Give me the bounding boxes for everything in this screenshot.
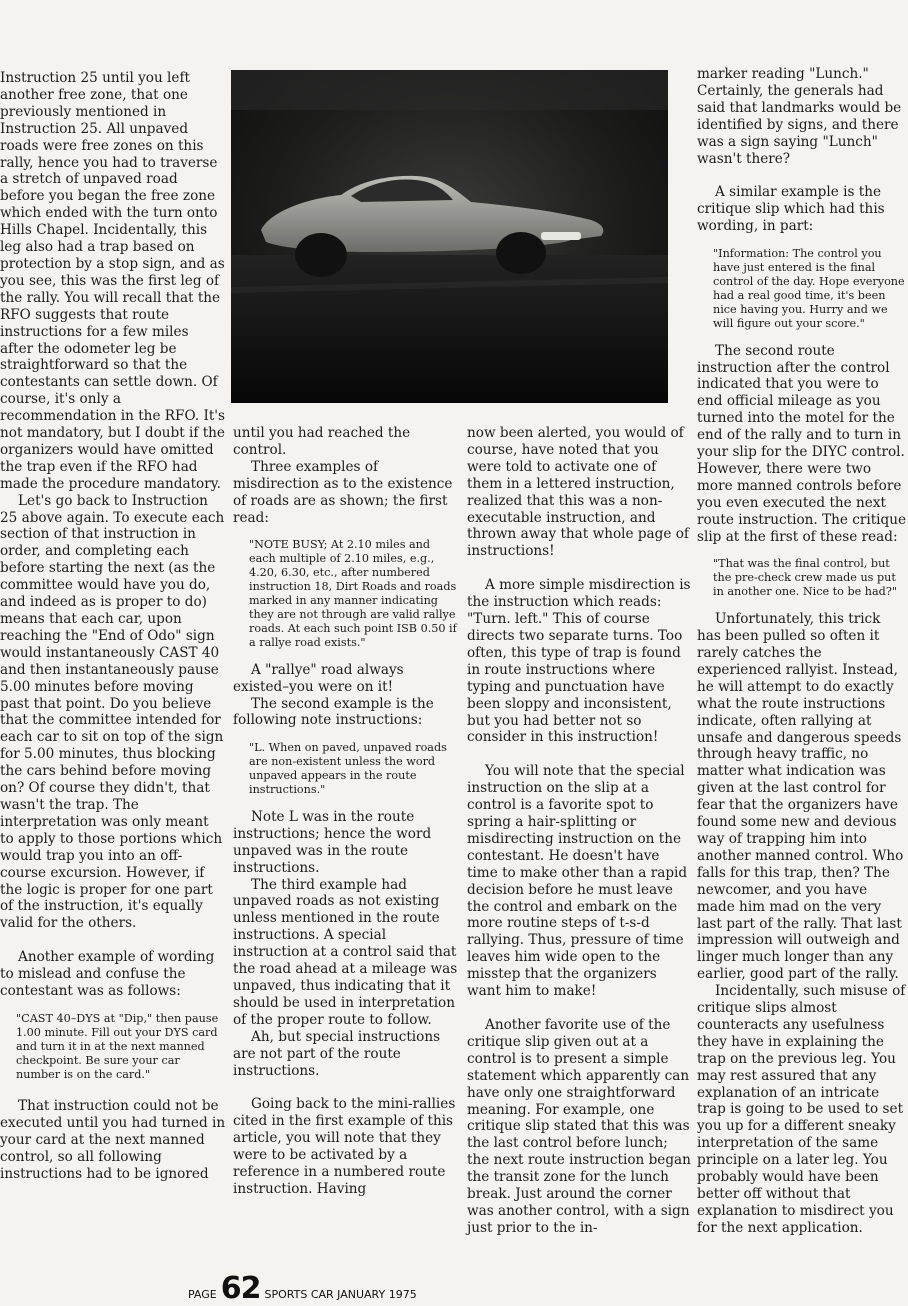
paragraph: The third example had unpaved roads as not existing unless mentioned in the route instructions. A special instruction at a control said that the road ahead at a mileage was unpaved, thus indicating that it should be used in interpretation of the proper route to follow. (233, 876, 458, 1028)
quoted-instruction: "That was the final control, but the pre-check crew made us put in another one. Nice to be had?" (713, 557, 897, 599)
paragraph: The second route instruction after the control indicated that you were to end official mileage as you turned into the motel for the end of the rally and to turn in your slip for the DIYC control. However, there were two more manned controls before you even executed the next route instruction. The critique slip at the first of these read: (697, 342, 907, 545)
paragraph: A "rallye" road always existed–you were on it! (233, 661, 404, 695)
paragraph: until you had reached the control. (233, 425, 411, 458)
page-footer (188, 1271, 417, 1306)
paragraph: A similar example is the critique slip which had this wording, in part: (697, 184, 885, 235)
paragraph: The second example is the following note instructions: (233, 695, 434, 729)
paragraph: Going back to the mini-rallies cited in the first example of this article, you will note that they were to be activated by a reference in a numbered route instruction. Having (233, 1096, 456, 1197)
paragraph: Three examples of misdirection as to the existence of roads are as shown; the first read: (233, 458, 453, 526)
paragraph: That instruction could not be executed until you had turned in your card at the next manned control, so all following instructions had to be ignored (0, 1098, 226, 1183)
paragraph: now been alerted, you would of course, have noted that you were told to activate one of them in a lettered instruction, realized that this was a non-executable instruction, and thrown away that whole page of instructions! (467, 425, 689, 560)
paragraph: Another example of wording to mislead and confuse the contestant was as follows: (0, 949, 215, 1000)
quoted-instruction: "NOTE BUSY; At 2.10 miles and each multiple of 2.10 miles, e.g., 4.20, 6.30, etc., after numbered instruction 18, Dirt Roads and roads marked in any manner indicating they are not through are valid rallye roads. At each such point ISB 0.50 if a rallye road exists." (249, 538, 457, 649)
quoted-instruction: "Information: The control you have just entered is the final control of the day. Hope everyone had a real good time, it's been nice having you. Hurry and we will figure out your score." (713, 247, 905, 330)
text-column-4 (697, 66, 908, 1237)
paragraph: Let's go back to Instruction 25 above again. To execute each section of that instruction in order, and completing each before starting the next (as the committee would have you do, and indeed as is proper to do) means that each car, upon reaching the "End of Odo" sign would instantaneously CAST 40 and then instantaneously pause 5.00 minutes before moving past that point. Do you believe that the committee intended for each car to sit on top of the sign for 5.00 minutes, thus blocking the cars behind before moving on? Of course they didn't, that wasn't the trap. The interpretation was only meant to apply to those portions which would trap you into an off-course excursion. However, if the logic is proper for one part of the instruction, it's equally valid for the others. (0, 492, 225, 932)
magazine-issue: SPORTS CAR JANUARY 1975 (264, 1288, 417, 1301)
quoted-instruction: "L. When on paved, unpaved roads are non-existent unless the word unpaved appears in the route instructions." (249, 741, 447, 797)
text-column-2 (233, 425, 459, 1198)
page-word: PAGE (188, 1288, 217, 1301)
paragraph: You will note that the special instruction on the slip at a control is a favorite spot to spring a hair-splitting or misdirecting instruction on the contestant. He doesn't have time to make other than a rapid decision before he must leave the control and embark on the more routine steps of t-s-d rallying. Thus, pressure of time leaves him wide open to the misstep that the organizers want him to make! (467, 763, 688, 1000)
page-number: 62 (220, 1271, 261, 1306)
paragraph: Ah, but special instructions are not part of the route instructions. (233, 1028, 441, 1079)
quoted-instruction: "CAST 40–DYS at "Dip," then pause 1.00 minute. Fill out your DYS card and turn it in at the next manned checkpoint. Be sure your car number is on the card." (16, 1011, 219, 1081)
paragraph: marker reading "Lunch." Certainly, the generals had said that landmarks would be identified by signs, and there was a sign saying "Lunch" wasn't there? (697, 66, 902, 167)
paragraph: Another favorite use of the critique slip given out at a control is to present a simple statement which apparently can have only one straightforward meaning. For example, one critique slip stated that this was the last control before lunch; the next route instruction began the transit zone for the lunch break. Just around the corner was another control, with a sign just prior to the in- (467, 1017, 691, 1236)
paragraph: A more simple misdirection is the instruction which reads: "Turn. left." This of course directs two separate turns. Too often, this type of trap is found in route instructions where typing and punctuation have been sloppy and inconsistent, but you had better not so consider in this instruction! (467, 577, 691, 746)
paragraph: Note L was in the route instructions; hence the word unpaved was in the route instructions. (233, 808, 432, 876)
car-photo (231, 70, 668, 403)
paragraph: Incidentally, such misuse of critique slips almost counteracts any usefulness they have in explaining the trap on the previous leg. You may rest assured that any explanation of an intricate trap is going to be used to set you up for a different sneaky interpretation of the same principle on a later leg. You probably would have been better off without that explanation to misdirect you for the next application. (697, 983, 906, 1236)
sports-car-photo-icon (231, 70, 668, 403)
paragraph: Instruction 25 until you left another free zone, that one previously mentioned in Instruction 25. All unpaved roads were free zones on this rally, hence you had to traverse a stretch of unpaved road before you began the free zone which ended with the turn onto Hills Chapel. Incidentally, this leg also had a trap based on protection by a stop sign, and as you see, this was the first leg of the rally. You will recall that the RFO suggests that route instructions for a few miles after the odometer leg be straightforward so that the contestants can settle down. Of course, it's only a recommendation in the RFO. It's not mandatory, but I doubt if the organizers would have omitted the trap even if the RFO had made the procedure mandatory. (0, 70, 226, 492)
paragraph: Unfortunately, this trick has been pulled so often it rarely catches the experienced rallyist. Instead, he will attempt to do exactly what the route instructions indicate, often rallying at unsafe and dangerous speeds through heavy traffic, no matter what indication was given at the last control for fear that the organizers have found some new and devious way of trapping him into another manned control. Who falls for this trap, then? The newcomer, and you have made him mad on the very last part of the rally. That last impression will outweigh and linger much longer than any earlier, good part of the rally. (697, 611, 904, 983)
text-column-1 (0, 70, 226, 1183)
text-column-3 (467, 425, 693, 1237)
